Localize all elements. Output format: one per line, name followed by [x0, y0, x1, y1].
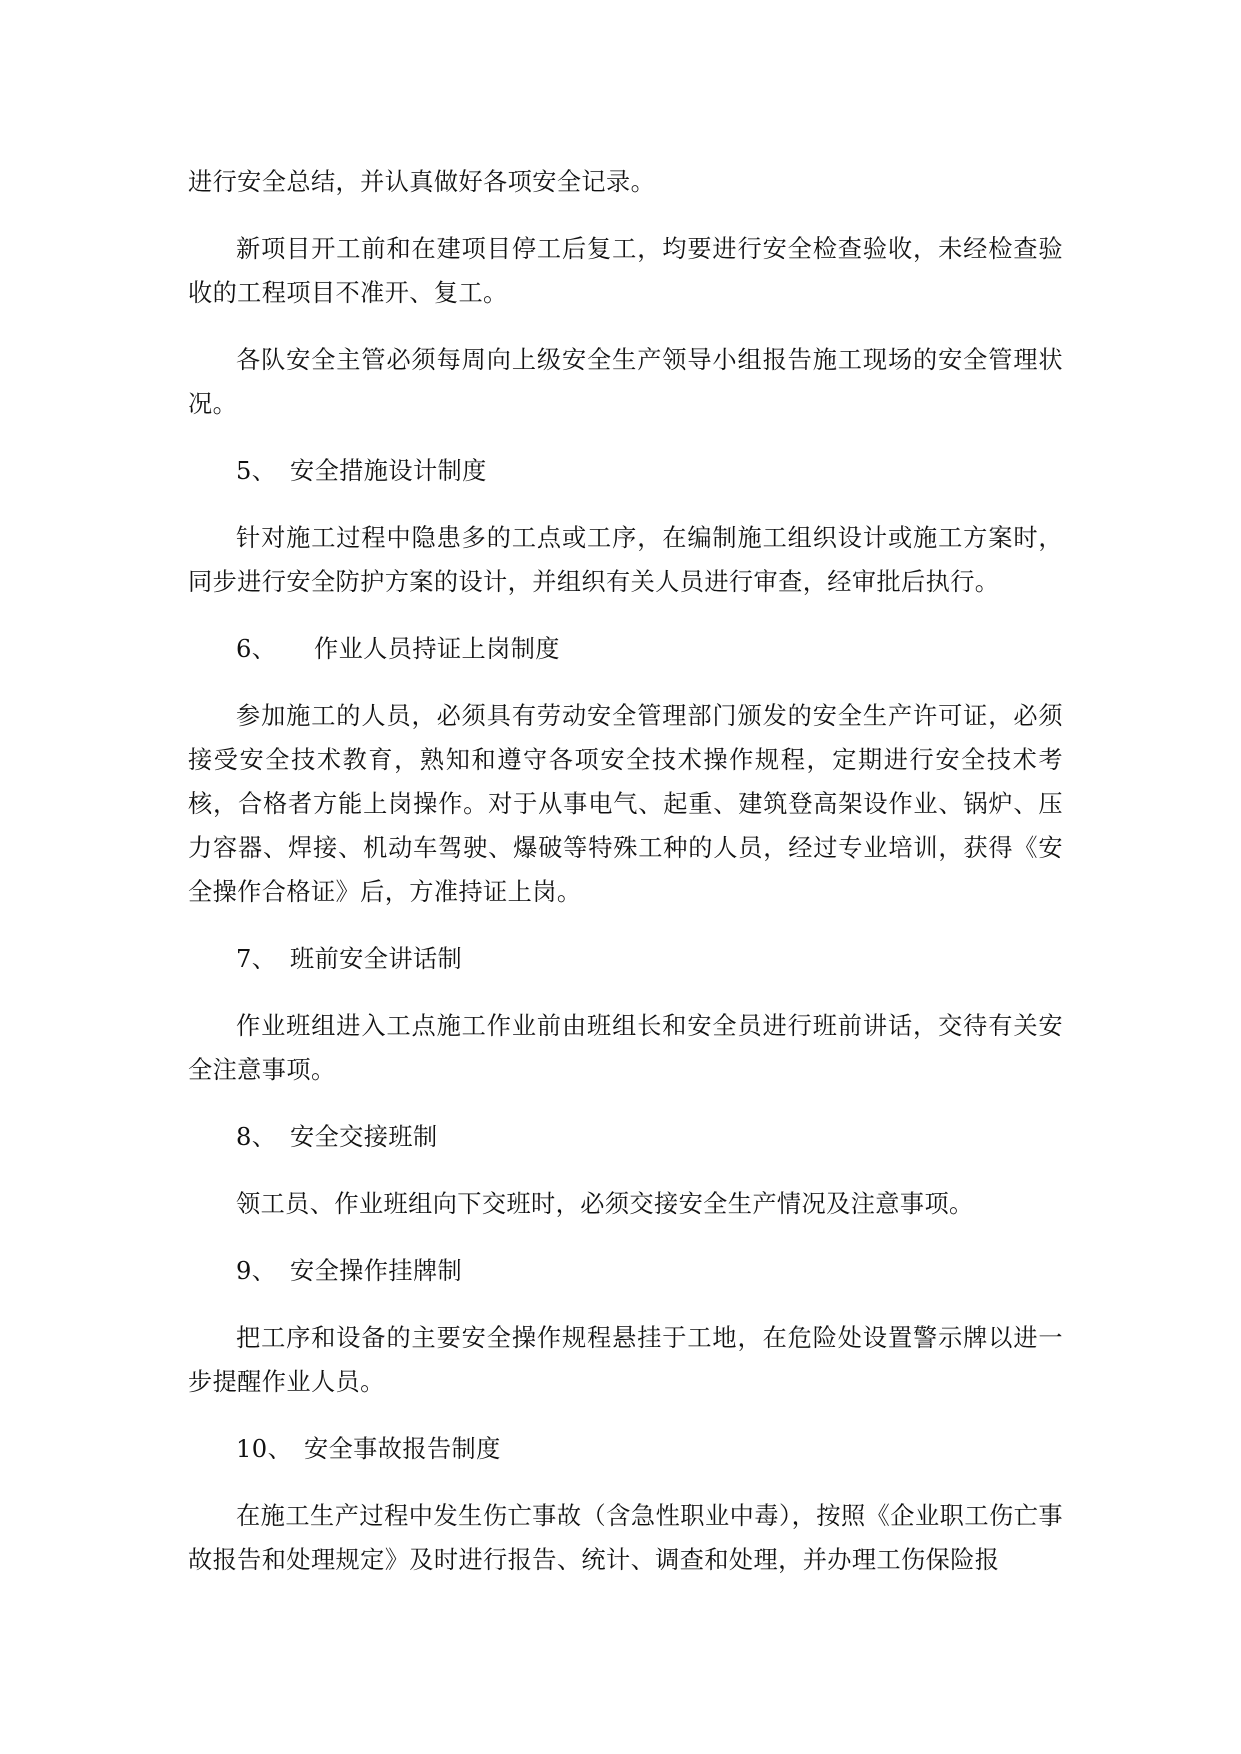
section-number: 8、	[236, 1123, 277, 1151]
document-page	[188, 160, 1063, 1605]
section-title: 安全交接班制	[290, 1123, 438, 1151]
section-title: 作业人员持证上岗制度	[314, 635, 560, 663]
section-heading-6	[188, 627, 1063, 671]
paragraph-continuation: 进行安全总结，并认真做好各项安全记录。	[188, 168, 656, 196]
section-number: 9、	[236, 1257, 277, 1285]
paragraph-accident-report: 在施工生产过程中发生伤亡事故（含急性职业中毒），按照《企业职工伤亡事故报告和处理规定》及时进行报告、统计、调查和处理，并办理工伤保险报	[188, 1502, 1063, 1574]
paragraph-shift-handover: 领工员、作业班组向下交班时，必须交接安全生产情况及注意事项。	[236, 1190, 974, 1218]
section-number: 7、	[236, 945, 277, 973]
section-number: 10、	[236, 1435, 293, 1463]
section-title: 安全事故报告制度	[304, 1435, 501, 1463]
paragraph-weekly-report: 各队安全主管必须每周向上级安全生产领导小组报告施工现场的安全管理状况。	[188, 346, 1063, 418]
section-heading-9	[188, 1249, 1063, 1293]
section-heading-10	[188, 1427, 1063, 1471]
paragraph-inspection-acceptance: 新项目开工前和在建项目停工后复工，均要进行安全检查验收，未经检查验收的工程项目不准开、复工。	[188, 235, 1063, 307]
section-title: 安全措施设计制度	[290, 457, 487, 485]
section-heading-7	[188, 937, 1063, 981]
paragraph-pre-shift-talk: 作业班组进入工点施工作业前由班组长和安全员进行班前讲话，交待有关安全注意事项。	[188, 1012, 1063, 1084]
section-number: 6、	[236, 635, 277, 663]
section-number: 5、	[236, 457, 277, 485]
section-heading-5	[188, 449, 1063, 493]
section-heading-8	[188, 1115, 1063, 1159]
section-title: 安全操作挂牌制	[290, 1257, 463, 1285]
paragraph-safety-design: 针对施工过程中隐患多的工点或工序，在编制施工组织设计或施工方案时，同步进行安全防护方案的设计，并组织有关人员进行审查，经审批后执行。	[188, 524, 1063, 596]
section-title: 班前安全讲话制	[290, 945, 463, 973]
paragraph-certification: 参加施工的人员，必须具有劳动安全管理部门颁发的安全生产许可证，必须接受安全技术教育，熟知和遵守各项安全技术操作规程，定期进行安全技术考核，合格者方能上岗操作。对于从事电气、起重、建筑登高架设作业、锅炉、压力容器、焊接、机动车驾驶、爆破等特殊工种的人员，经过专业培训，获得《安全操作合格证》后，方准持证上岗。	[188, 702, 1063, 906]
paragraph-signage: 把工序和设备的主要安全操作规程悬挂于工地，在危险处设置警示牌以进一步提醒作业人员。	[188, 1324, 1063, 1396]
